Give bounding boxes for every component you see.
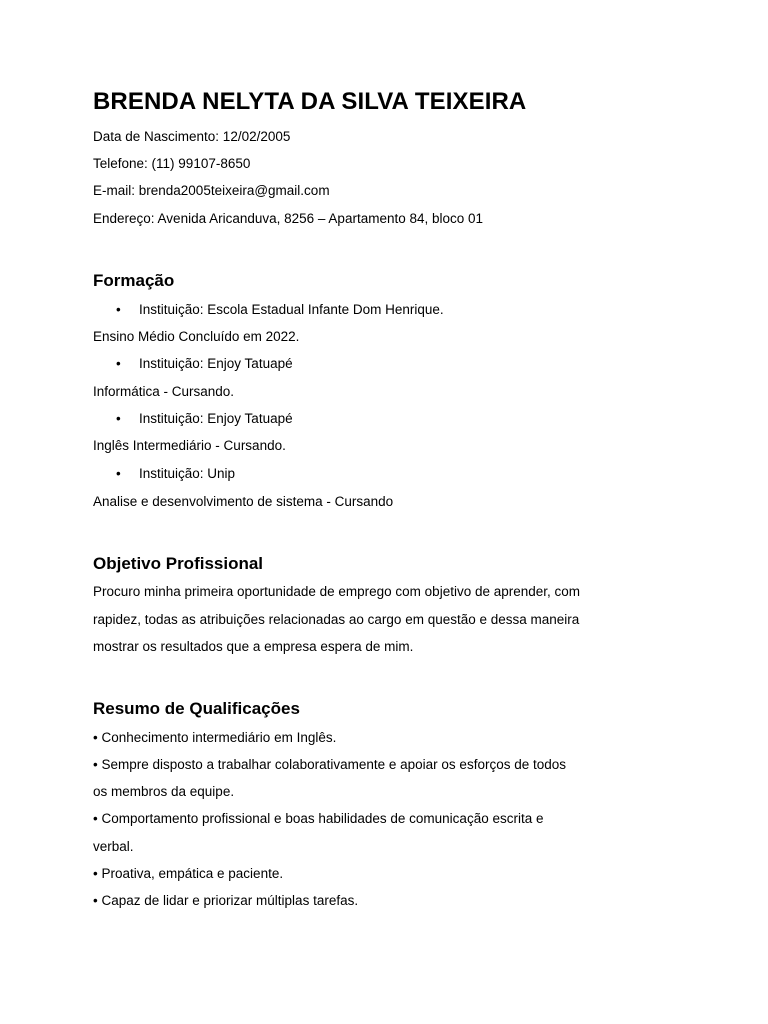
- education-course: Inglês Intermediário - Cursando.: [93, 438, 286, 453]
- objective-line: mostrar os resultados que a empresa espera de mim.: [93, 639, 414, 654]
- qualification-line: os membros da equipe.: [93, 784, 235, 799]
- email: E-mail: brenda2005teixeira@gmail.com: [93, 183, 330, 198]
- education-course: Ensino Médio Concluído em 2022.: [93, 329, 300, 344]
- education-institution: Instituição: Enjoy Tatuapé: [139, 356, 293, 371]
- birth-date: Data de Nascimento: 12/02/2005: [93, 129, 291, 144]
- candidate-name: BRENDA NELYTA DA SILVA TEIXEIRA: [93, 88, 527, 115]
- qualifications-heading: Resumo de Qualificações: [93, 699, 300, 718]
- bullet-icon: •: [116, 466, 121, 481]
- bullet-icon: •: [116, 411, 121, 426]
- education-heading: Formação: [93, 271, 175, 290]
- education-institution: Instituição: Enjoy Tatuapé: [139, 411, 293, 426]
- education-course: Informática - Cursando.: [93, 384, 235, 399]
- qualification-line: • Comportamento profissional e boas habilidades de comunicação escrita e: [93, 811, 544, 826]
- objective-line: Procuro minha primeira oportunidade de emprego com objetivo de aprender, com: [93, 584, 581, 599]
- objective-line: rapidez, todas as atribuições relacionadas ao cargo em questão e dessa maneira: [93, 612, 580, 627]
- objective-heading: Objetivo Profissional: [93, 554, 264, 573]
- qualification-line: • Proativa, empática e paciente.: [93, 866, 284, 881]
- qualification-line: • Sempre disposto a trabalhar colaborativamente e apoiar os esforços de todos: [93, 757, 566, 772]
- address: Endereço: Avenida Aricanduva, 8256 – Apartamento 84, bloco 01: [93, 211, 484, 226]
- bullet-icon: •: [116, 356, 121, 371]
- qualification-line: • Capaz de lidar e priorizar múltiplas tarefas.: [93, 893, 359, 908]
- education-institution: Instituição: Unip: [139, 466, 236, 481]
- bullet-icon: •: [116, 302, 121, 317]
- qualification-line: • Conhecimento intermediário em Inglês.: [93, 730, 337, 745]
- qualification-line: verbal.: [93, 839, 134, 854]
- education-institution: Instituição: Escola Estadual Infante Dom Henrique.: [139, 302, 444, 317]
- phone: Telefone: (11) 99107-8650: [93, 156, 251, 171]
- education-course: Analise e desenvolvimento de sistema - Cursando: [93, 494, 394, 509]
